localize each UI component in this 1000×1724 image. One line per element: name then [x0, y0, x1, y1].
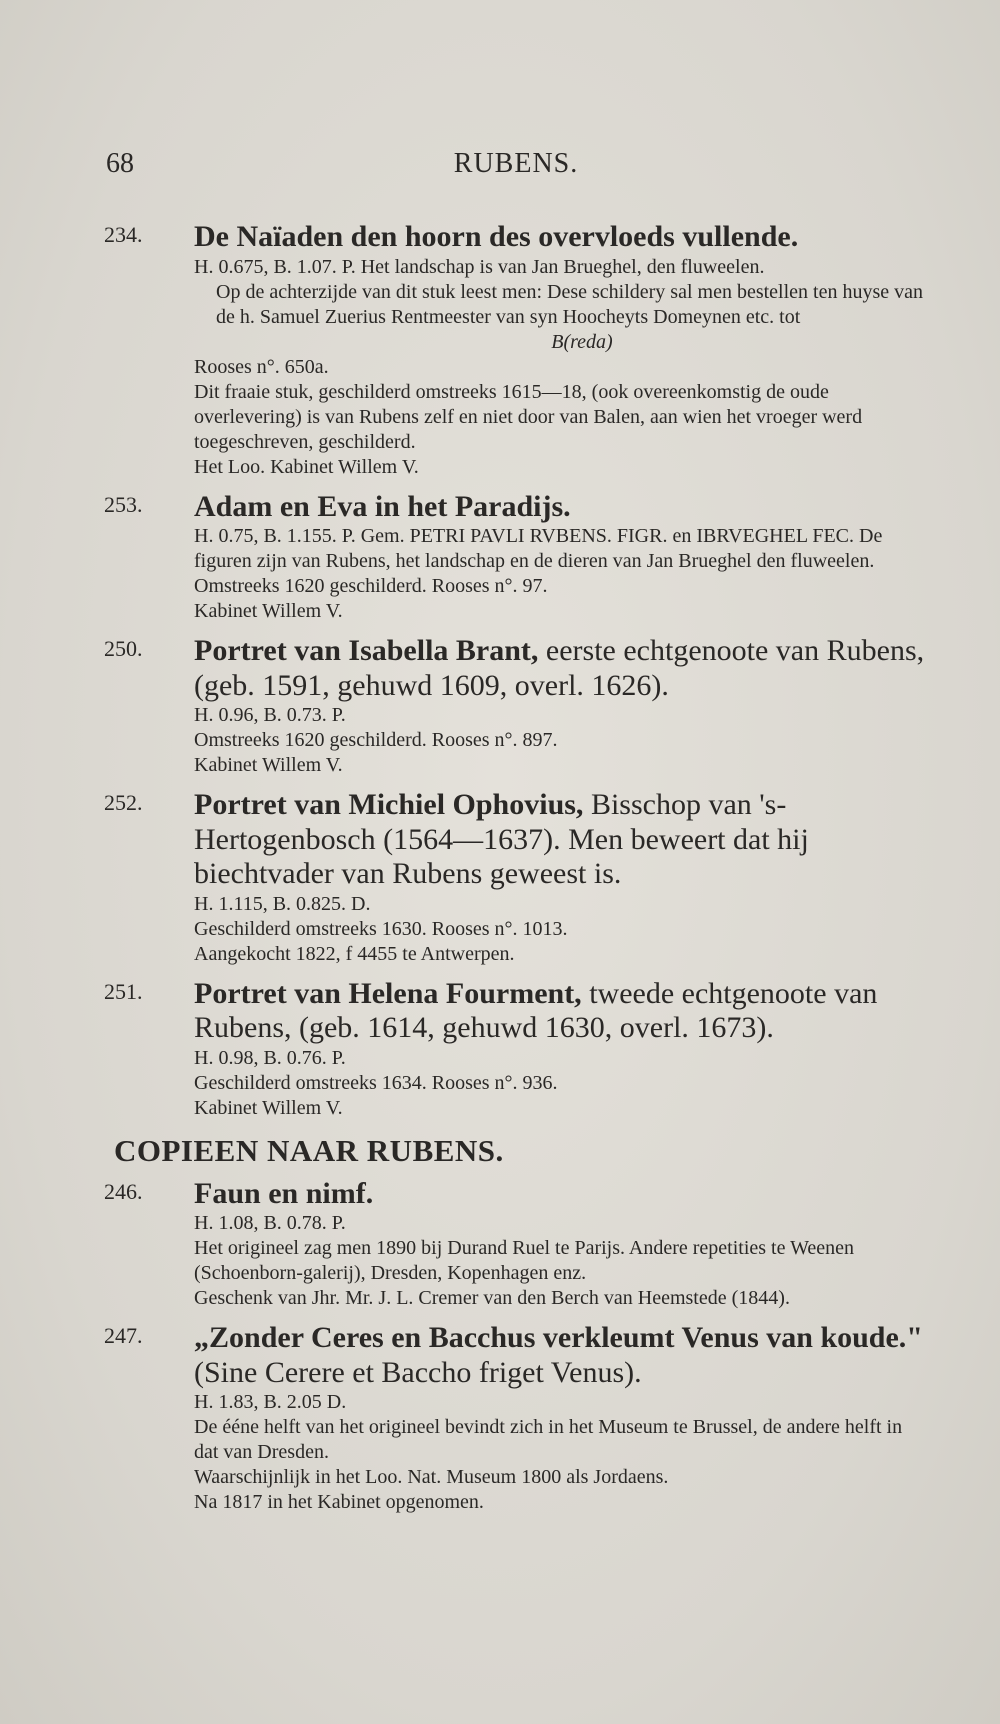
entry-line: Het origineel zag men 1890 bij Durand Ruel te Parijs. Andere repetities te Weenen (Schoenborn-galerij), Dresden, Kopenhagen enz.: [194, 1237, 855, 1284]
entry-title-main: Portret van Helena Fourment,: [194, 976, 582, 1010]
entry-number: 252.: [104, 790, 143, 815]
entry-number: 246.: [104, 1178, 143, 1204]
entry-line: Omstreeks 1620 geschilderd. Rooses n°. 897.: [194, 729, 558, 751]
entry-line: Waarschijnlijk in het Loo. Nat. Museum 1800 als Jordaens.: [194, 1466, 669, 1488]
entry-title-main: „Zonder Ceres en Bacchus verkleumt Venus van koude.": [194, 1321, 923, 1354]
entry-line: H. 1.08, B. 0.78. P.: [194, 1212, 346, 1234]
entry-title: De Naïaden den hoorn des overvloeds vullende.: [194, 220, 799, 253]
entry-line: H. 0.675, B. 1.07. P. Het landschap is van Jan Brueghel, den fluweelen.: [194, 255, 765, 278]
entry-title-rest: Bisschop van 's-Hertogenbosch (1564—1637). Men beweert dat hij biechtvader van Rubens geweest is.: [194, 788, 809, 890]
entry-line: H. 0.75, B. 1.155. P. Gem. PETRI PAVLI RVBENS. FIGR. en IBRVEGHEL FEC. De figuren zijn van Rubens, het landschap en de dieren van Jan Brueghel den fluweelen.: [194, 525, 883, 572]
entry-line: Geschilderd omstreeks 1634. Rooses n°. 936.: [194, 1071, 558, 1094]
entry-number: 234.: [104, 222, 143, 247]
entry-title: [194, 788, 930, 892]
entry-line: Het Loo. Kabinet Willem V.: [194, 455, 419, 478]
entry-line: Op de achterzijde van dit stuk leest men: Dese schildery sal men bestellen ten huyse van de h. Samuel Zuerius Rentmeester van syn Hoocheyts Domeynen etc. tot: [216, 280, 924, 328]
entry-line: Na 1817 in het Kabinet opgenomen.: [194, 1491, 484, 1513]
entry-title-rest: eerste echtgenoote van Rubens, (geb. 1591, gehuwd 1609, overl. 1626).: [194, 634, 925, 702]
page-body: [104, 220, 930, 1515]
entry-title-main: Portret van Michiel Ophovius,: [194, 788, 584, 821]
catalogue-entry: [104, 634, 930, 778]
entry-number: 250.: [104, 636, 143, 661]
entry-line: Rooses n°. 650a.: [194, 355, 329, 378]
entry-line: Kabinet Willem V.: [194, 1096, 343, 1119]
entry-line: H. 0.96, B. 0.73. P.: [194, 704, 346, 726]
entry-title-rest: tweede echtgenoote van Rubens, (geb. 1614, gehuwd 1630, overl. 1673).: [194, 976, 878, 1044]
running-title: RUBENS.: [453, 148, 579, 179]
entry-line: B(reda): [551, 330, 613, 353]
catalogue-entry: [104, 1177, 930, 1312]
entry-title-main: Portret van Isabella Brant,: [194, 634, 539, 667]
entry-line: Kabinet Willem V.: [194, 754, 343, 776]
entry-number: 247.: [104, 1323, 143, 1348]
entry-line: Kabinet Willem V.: [194, 600, 343, 622]
catalogue-entry: [104, 788, 930, 967]
entry-line: Omstreeks 1620 geschilderd. Rooses n°. 97.: [194, 575, 548, 597]
catalogue-entry: [104, 1321, 930, 1515]
entry-title: [194, 1321, 930, 1390]
entry-title: Adam en Eva in het Paradijs.: [194, 489, 571, 523]
entry-line: Geschilderd omstreeks 1630. Rooses n°. 1013.: [194, 917, 568, 940]
entry-number: 253.: [104, 491, 143, 517]
entry-line: Dit fraaie stuk, geschilderd omstreeks 1615—18, (ook overeenkomstig de oude overlevering) is van Rubens zelf en niet door van Balen, aan wien het vroeger werd toegeschreven, geschilderd.: [194, 380, 863, 453]
entry-title: [194, 634, 930, 703]
entry-line: De ééne helft van het origineel bevindt zich in het Museum te Brussel, de andere helft in dat van Dresden.: [194, 1416, 903, 1463]
catalogue-entry: [104, 977, 930, 1121]
entry-line: H. 1.115, B. 0.825. D.: [194, 892, 371, 915]
entry-title: Faun en nimf.: [194, 1176, 374, 1210]
catalogue-entry: [104, 220, 930, 480]
entry-line: H. 1.83, B. 2.05 D.: [194, 1391, 347, 1413]
catalogue-entry: [104, 490, 930, 625]
section-heading: COPIEEN NAAR RUBENS.: [114, 1132, 504, 1168]
page-number: 68: [106, 148, 134, 179]
entry-title-rest: (Sine Cerere et Baccho friget Venus).: [194, 1355, 642, 1389]
entry-title: [194, 977, 930, 1046]
entry-number: 251.: [104, 978, 143, 1004]
entry-line: Aangekocht 1822, f 4455 te Antwerpen.: [194, 942, 515, 965]
page-header: [106, 148, 926, 188]
entry-line: Geschenk van Jhr. Mr. J. L. Cremer van den Berch van Heemstede (1844).: [194, 1287, 790, 1309]
entry-line: H. 0.98, B. 0.76. P.: [194, 1046, 346, 1069]
